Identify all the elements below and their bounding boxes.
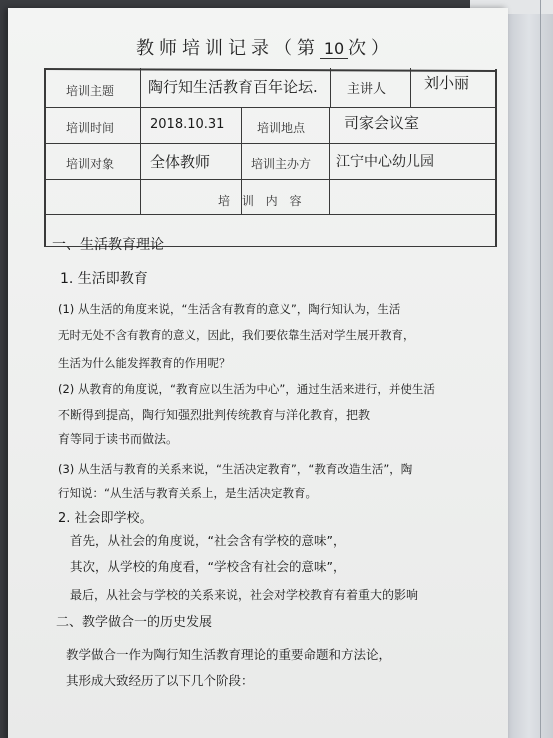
row-divider-3 — [44, 179, 496, 180]
content-line: (1) 从生活的角度来说，“生活含有教育的意义”，陶行知认为，生活 — [58, 302, 401, 316]
content-line: 二、教学做合一的历史发展 — [56, 615, 213, 630]
training-record-sheet — [8, 8, 508, 738]
content-line: 育等同于读书而做法。 — [58, 432, 179, 446]
time-label: 培训时间 — [66, 121, 115, 135]
row-divider-4 — [44, 214, 496, 215]
content-line: (3) 从生活与教育的关系来说，“生活决定教育”，“教育改造生活”，陶 — [58, 462, 413, 476]
content-line: 一、生活教育理论 — [52, 237, 164, 253]
table-border-left — [44, 68, 46, 247]
content-line: 行知说：“从生活与教育关系上，是生活决定教育。 — [58, 486, 317, 500]
speaker-label: 主讲人 — [347, 82, 387, 97]
content-line: 无时无处不含有教育的意义，因此，我们要依靠生活对学生展开教育， — [58, 328, 415, 342]
row-divider-1 — [44, 107, 496, 108]
col-divider-1 — [140, 68, 141, 215]
page-title — [136, 34, 436, 64]
host-value: 江宁中心幼儿园 — [336, 154, 434, 170]
title-prefix: 教师培训记录（第 — [136, 38, 320, 59]
session-number: 10 — [320, 39, 348, 59]
page-edge-line — [540, 0, 541, 738]
row-divider-2 — [44, 143, 496, 144]
underlying-page — [505, 0, 553, 738]
content-line: 生活为什么能发挥教育的作用呢？ — [58, 356, 231, 370]
content-line: 其次，从学校的角度看，“学校含有社会的意味”， — [70, 559, 346, 574]
col-divider-2a — [330, 68, 331, 108]
content-line: 最后，从社会与学校的关系来说，社会对学校教育有着重大的影响 — [70, 588, 419, 602]
audience-value: 全体教师 — [150, 153, 211, 171]
col-divider-3a — [410, 68, 411, 108]
content-line: 其形成大致经历了以下几个阶段： — [66, 673, 254, 688]
place-value: 司家会议室 — [344, 114, 420, 132]
audience-label: 培训对象 — [66, 157, 115, 171]
content-line: 2. 社会即学校。 — [58, 511, 153, 526]
content-header: 培 训 内 容 — [218, 194, 306, 208]
content-line: 首先，从社会的角度说，“社会含有学校的意味”， — [70, 533, 346, 548]
host-label: 培训主办方 — [251, 157, 312, 171]
table-border-right — [495, 69, 497, 247]
col-divider-3b — [329, 107, 330, 215]
time-value: 2018.10.31 — [150, 117, 225, 132]
title-suffix: 次） — [348, 38, 394, 59]
topic-label: 培训主题 — [66, 84, 115, 98]
topic-value: 陶行知生活教育百年论坛. — [148, 78, 318, 96]
content-line: 教学做合一作为陶行知生活教育理论的重要命题和方法论， — [66, 647, 392, 662]
content-line: 1. 生活即教育 — [60, 271, 148, 287]
content-line: (2) 从教育的角度说，“教育应以生活为中心”，通过生活来进行，并使生活 — [58, 382, 435, 396]
speaker-value: 刘小丽 — [424, 74, 470, 92]
table-border-top — [44, 68, 496, 71]
place-label: 培训地点 — [257, 121, 306, 135]
content-line: 不断得到提高，陶行知强烈批判传统教育与洋化教育，把教 — [58, 408, 371, 422]
